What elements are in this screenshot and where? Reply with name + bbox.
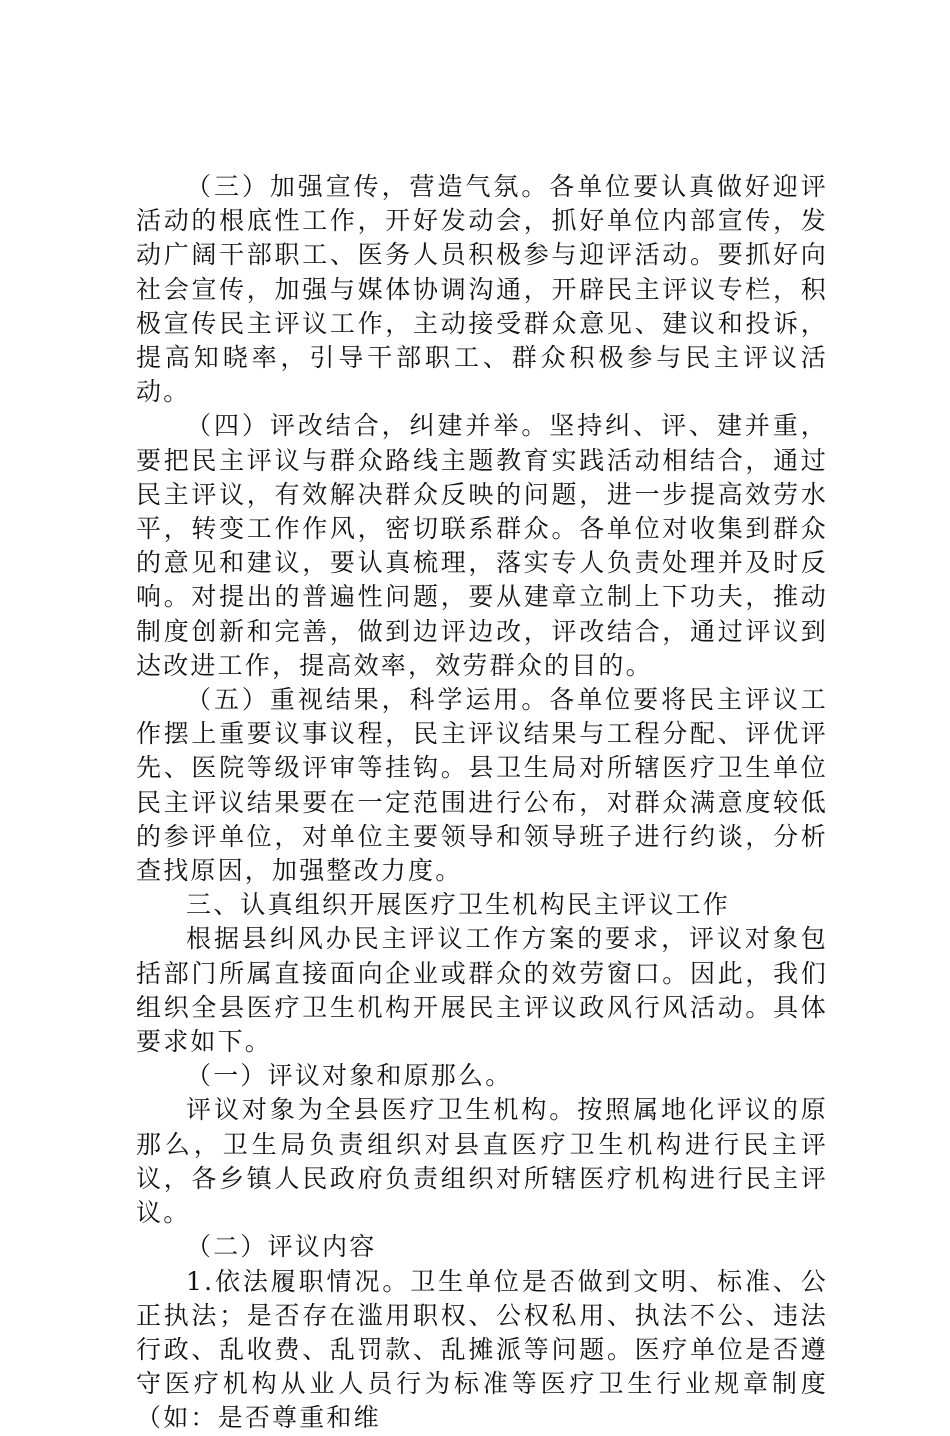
paragraph-duty: 1.依法履职情况。卫生单位是否做到文明、标准、公正执法；是否存在滥用职权、公权私用、执法不公、违法行政、乱收费、乱罚款、乱摊派等问题。医疗单位是否遵守医疗机构从业人员行为标准等医疗卫生行业规章制度（如：是否尊重和维 [136, 1266, 828, 1433]
paragraph-objects: 评议对象为全县医疗卫生机构。按照属地化评议的原那么，卫生局负责组织对县直医疗卫生机构进行民主评议，各乡镇人民政府负责组织对所辖医疗机构进行民主评议。 [136, 1095, 828, 1228]
document-page [136, 170, 828, 1436]
paragraph-results: （五）重视结果，科学运用。各单位要将民主评议工作摆上重要议事议程，民主评议结果与工程分配、评优评先、医院等级评审等挂钩。县卫生局对所辖医疗卫生单位民主评议结果要在一定范围进行公布，对群众满意度较低的参评单位，对单位主要领导和领导班子进行约谈，分析查找原因，加强整改力度。 [136, 685, 828, 886]
subheading-content: （二）评议内容 [186, 1232, 377, 1262]
paragraph-publicity: （三）加强宣传，营造气氛。各单位要认真做好迎评活动的根底性工作，开好发动会，抓好单位内部宣传，发动广阔干部职工、医务人员积极参与迎评活动。要抓好向社会宣传，加强与媒体协调沟通，开辟民主评议专栏，积极宣传民主评议工作，主动接受群众意见、建议和投诉，提高知晓率，引导干部职工、群众积极参与民主评议活动。 [136, 172, 828, 407]
subheading-objects: （一）评议对象和原那么。 [186, 1061, 513, 1091]
section-heading-three: 三、认真组织开展医疗卫生机构民主评议工作 [186, 890, 731, 920]
paragraph-requirements: 根据县纠风办民主评议工作方案的要求，评议对象包括部门所属直接面向企业或群众的效劳窗口。因此，我们组织全县医疗卫生机构开展民主评议政风行风活动。具体要求如下。 [136, 924, 828, 1057]
paragraph-rectification: （四）评改结合，纠建并举。坚持纠、评、建并重，要把民主评议与群众路线主题教育实践活动相结合，通过民主评议，有效解决群众反映的问题，进一步提高效劳水平，转变工作作风，密切联系群众。各单位对收集到群众的意见和建议，要认真梳理，落实专人负责处理并及时反响。对提出的普遍性问题，要从建章立制上下功夫，推动制度创新和完善，做到边评边改，评改结合，通过评议到达改进工作，提高效率，效劳群众的目的。 [136, 411, 828, 680]
